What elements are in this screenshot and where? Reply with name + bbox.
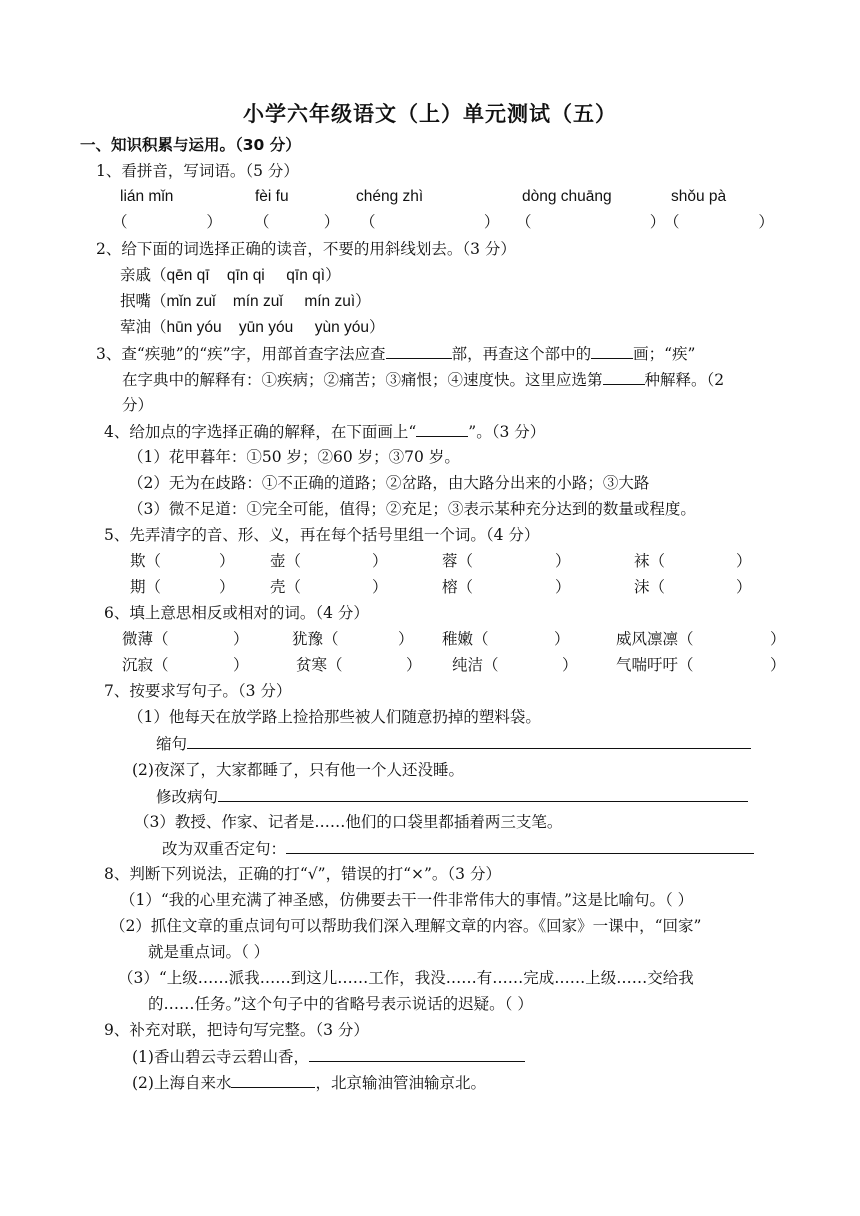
bracket-close[interactable]: ）: [555, 578, 571, 596]
page-title: 小学六年级语文（上）单元测试（五）: [243, 102, 617, 126]
q7-answer-row-1: [156, 733, 751, 754]
q3-text-c: 画；“疾”: [633, 345, 696, 363]
bracket-close[interactable]: ）: [562, 656, 578, 674]
reading-word: 亲戚: [120, 266, 152, 284]
couplet-2-text-b: ，北京输油管油输京北。: [315, 1074, 486, 1092]
q3-text-d: 在字典中的解释有：①疾病；②痛苦；③痛恨；④速度快。这里应选第: [122, 371, 603, 389]
question-3-line-3: 分）: [122, 396, 154, 414]
answer-bracket-5[interactable]: （ ）: [664, 213, 774, 231]
reading-options[interactable]: （qēn qī qīn qi qīn qì）: [151, 267, 341, 284]
reading-word: 抿嘴: [120, 292, 152, 310]
question-2-stem: 2、给下面的词选择正确的读音，不要的用斜线划去。（3 分）: [96, 240, 516, 258]
answer-bracket-2[interactable]: （ ）: [254, 213, 340, 231]
q7-answer-row-3: [162, 838, 754, 859]
bracket-close[interactable]: ）: [219, 578, 235, 596]
bracket-close[interactable]: ）: [372, 552, 388, 570]
question-3-line-1: [96, 343, 695, 364]
q3-text-e: 种解释。（2: [644, 371, 725, 389]
q7-sentence-3: （3）教授、作家、记者是……他们的口袋里都插着两三支笔。: [134, 813, 563, 831]
word-cell: 沉寂（: [122, 656, 169, 674]
underline-sample: [416, 421, 468, 437]
answer-bracket-4[interactable]: （ ）: [516, 213, 666, 231]
q8-item-2-line-2[interactable]: 就是重点词。（ ）: [148, 943, 270, 961]
answer-line[interactable]: [218, 786, 748, 802]
bracket-close[interactable]: ）: [555, 552, 571, 570]
bracket-close[interactable]: ）: [770, 656, 786, 674]
answer-line[interactable]: [187, 733, 751, 749]
pinyin-1: lián mǐn: [120, 188, 174, 205]
q7-label-2: 修改病句: [156, 788, 219, 806]
answer-bracket-1[interactable]: （ ）: [112, 213, 222, 231]
reading-row: [120, 265, 341, 286]
q8-item-1[interactable]: （1）“我的心里充满了神圣感，仿佛要去干一件非常伟大的事情。”这是比喻句。（ ）: [120, 891, 694, 909]
q3-text-b: 部，再查这个部中的: [451, 345, 592, 363]
bracket-close[interactable]: ）: [406, 656, 422, 674]
bracket-close[interactable]: ）: [233, 656, 249, 674]
word-cell: 蓉（: [442, 552, 474, 570]
blank-strokes[interactable]: [591, 343, 633, 359]
word-cell: 榕（: [442, 578, 474, 596]
word-cell: 稚嫩（: [442, 630, 489, 648]
answer-bracket-3[interactable]: （ ）: [360, 213, 500, 231]
question-5-stem: 5、先弄清字的音、形、义，再在每个括号里组一个词。（4 分）: [104, 526, 540, 544]
reading-options[interactable]: （hūn yóu yūn yóu yùn yóu）: [151, 319, 385, 336]
answer-line[interactable]: [309, 1046, 525, 1062]
word-cell: 气喘吁吁（: [616, 656, 694, 674]
reading-row: [120, 317, 385, 338]
bracket-close[interactable]: ）: [736, 552, 752, 570]
word-cell: 犹豫（: [292, 630, 339, 648]
q7-sentence-2: (2)夜深了，大家都睡了，只有他一个人还没睡。: [132, 761, 464, 779]
bracket-close[interactable]: ）: [398, 630, 414, 648]
question-6-stem: 6、填上意思相反或相对的词。（4 分）: [104, 604, 369, 622]
blank-radical[interactable]: [386, 343, 452, 359]
reading-row: [120, 291, 371, 312]
couplet-1: [132, 1046, 525, 1067]
bracket-close[interactable]: ）: [770, 630, 786, 648]
q8-item-3-line-2[interactable]: 的……任务。”这个句子中的省略号表示说话的迟疑。（ ）: [148, 995, 533, 1013]
question-4-stem: [104, 421, 545, 442]
word-cell: 微薄（: [122, 630, 169, 648]
word-cell: 沫（: [634, 578, 666, 596]
q8-item-3-line-1: （3）“上级……派我……到这儿……工作，我没……有……完成……上级……交给我: [118, 969, 694, 987]
blank-meaning[interactable]: [603, 369, 645, 385]
word-cell: 袜（: [634, 552, 666, 570]
q4-item-1[interactable]: （1）花甲暮年：①50 岁；②60 岁；③70 岁。: [128, 448, 460, 466]
reading-options[interactable]: （mǐn zuǐ mín zuǐ mín zuì）: [151, 293, 371, 310]
section-heading: 一、知识积累与运用。（30 分）: [80, 136, 301, 154]
word-cell: 贫寒（: [296, 656, 343, 674]
couplet-2-text-a: (2)上海自来水: [132, 1074, 232, 1092]
reading-word: 荤油: [120, 318, 152, 336]
answer-line[interactable]: [286, 838, 754, 854]
q3-text-a: 3、查“疾驰”的“疾”字，用部首查字法应查: [96, 345, 386, 363]
word-cell: 欺（: [130, 552, 162, 570]
q4-text-b: ”。（3 分）: [468, 423, 546, 441]
q8-item-2-line-1: （2）抓住文章的重点词句可以帮助我们深入理解文章的内容。《回家》一课中，“回家”: [110, 917, 702, 935]
couplet-1-text: (1)香山碧云寺云碧山香，: [132, 1048, 309, 1066]
word-cell: 纯洁（: [452, 656, 499, 674]
word-cell: 壶（: [270, 552, 302, 570]
question-3-line-2: [122, 369, 724, 390]
bracket-close[interactable]: ）: [736, 578, 752, 596]
word-cell: 壳（: [270, 578, 302, 596]
bracket-close[interactable]: ）: [233, 630, 249, 648]
q4-text-a: 4、给加点的字选择正确的解释，在下面画上“: [104, 423, 417, 441]
word-cell: 威风凛凛（: [616, 630, 694, 648]
pinyin-3: chéng zhì: [356, 188, 424, 205]
q7-label-3: 改为双重否定句：: [162, 840, 287, 858]
bracket-close[interactable]: ）: [372, 578, 388, 596]
pinyin-5: shǒu pà: [671, 188, 727, 205]
question-9-stem: 9、补充对联，把诗句写完整。（3 分）: [104, 1021, 369, 1039]
question-7-stem: 7、按要求写句子。（3 分）: [104, 682, 292, 700]
pinyin-4: dòng chuāng: [522, 188, 612, 205]
q7-answer-row-2: [156, 786, 748, 807]
bracket-close[interactable]: ）: [554, 630, 570, 648]
pinyin-2: fèi fu: [255, 188, 289, 205]
question-1-stem: 1、看拼音，写词语。（5 分）: [96, 162, 299, 180]
q4-item-3[interactable]: （3）微不足道：①完全可能，值得；②充足；③表示某种充分达到的数量或程度。: [128, 500, 696, 518]
question-8-stem: 8、判断下列说法，正确的打“√”，错误的打“×”。（3 分）: [104, 865, 501, 883]
answer-line[interactable]: [231, 1072, 315, 1088]
word-cell: 期（: [130, 578, 162, 596]
q4-item-2[interactable]: （2）无为在歧路：①不正确的道路；②岔路，由大路分出来的小路；③大路: [128, 474, 650, 492]
q7-label-1: 缩句: [156, 735, 188, 753]
q7-sentence-1: （1）他每天在放学路上捡拾那些被人们随意扔掉的塑料袋。: [128, 708, 541, 726]
couplet-2: [132, 1072, 486, 1093]
bracket-close[interactable]: ）: [219, 552, 235, 570]
